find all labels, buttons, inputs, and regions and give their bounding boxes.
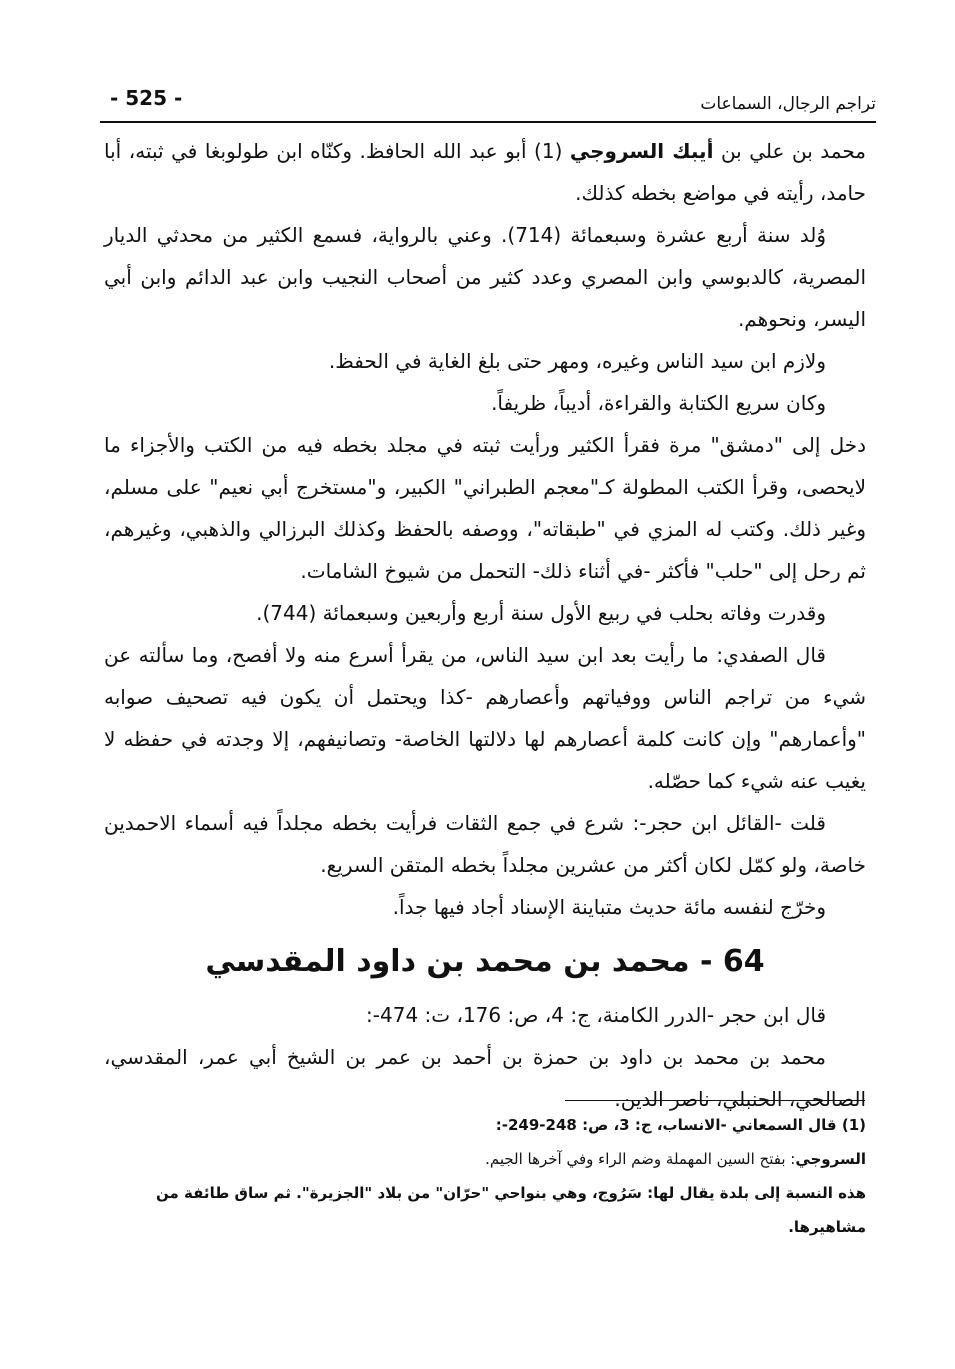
- paragraph-intro: محمد بن علي بن أيبك السروجي (1) أبو عبد الله الحافظ. وكنّاه ابن طولوبغا في ثبته، أبا حامد، رأيته في مواضع بخطه كذلك.: [104, 139, 866, 205]
- main-text: [104, 130, 866, 1120]
- running-title: تراجم الرجال، السماعات: [700, 94, 876, 114]
- subject-name: أيبك السروجي: [569, 139, 714, 163]
- page-header: [100, 86, 876, 120]
- paragraph: وخرّج لنفسه مائة حديث متباينة الإسناد أجاد فيها جداً.: [392, 895, 826, 919]
- footnote-line: السروجي: بفتح السين المهملة وضم الراء وفي آخرها الجيم.: [485, 1150, 866, 1168]
- paragraph: محمد بن محمد بن داود بن حمزة بن أحمد بن عمر بن الشيخ أبي عمر، المقدسي، الصالحي، الحنبلي، ناصر الدين.: [104, 1045, 866, 1111]
- footnotes: [104, 1108, 866, 1244]
- biography-heading: 64 - محمد بن محمد بن داود المقدسي: [205, 944, 765, 979]
- paragraph: قلت -القائل ابن حجر-: شرع في جمع الثقات فرأيت بخطه مجلداً فيه أسماء الاحمدين خاصة، ولو كمّل لكان أكثر من عشرين مجلداً بخطه المتقن السريع.: [104, 811, 866, 877]
- paragraph: دخل إلى "دمشق" مرة فقرأ الكثير ورأيت ثبته في مجلد بخطه فيه من الكتب والأجزاء ما لايحصى، وقرأ الكتب المطولة كـ"معجم الطبراني" الكبير، و"مستخرج أبي نعيم" على مسلم، وغير ذلك. وكتب له المزي في "طبقاته"، ووصفه بالحفظ وكذلك البرزالي والذهبي، وغيرهم، ثم رحل إلى "حلب" فأكثر -في أثناء ذلك- التحمل من شيوخ الشامات.: [104, 433, 866, 583]
- paragraph: ولازم ابن سيد الناس وغيره، ومهر حتى بلغ الغاية في الحفظ.: [328, 349, 826, 373]
- footnote-line: (1) قال السمعاني -الانساب، ج: 3، ص: 248-249-:: [495, 1116, 866, 1134]
- footnote-rule: [565, 1100, 865, 1101]
- header-rule: [100, 121, 876, 123]
- page-number: - 525 -: [110, 86, 183, 110]
- paragraph: وقدرت وفاته بحلب في ربيع الأول سنة أربع وأربعين وسبعمائة (744).: [256, 601, 826, 625]
- paragraph: وكان سريع الكتابة والقراءة، أديباً، ظريفاً.: [491, 391, 826, 415]
- footnote-line: هذه النسبة إلى بلدة يقال لها: سَرُوج، وهي بنواحي "حرّان" من بلاد "الجزيرة". ثم ساق طائفة من مشاهيرها.: [156, 1184, 866, 1236]
- paragraph: قال الصفدي: ما رأيت بعد ابن سيد الناس، من يقرأ أسرع منه ولا أفصح، وما سألته عن شيء من تراجم الناس ووفياتهم وأعصارهم -كذا ويحتمل أن يكون فيه تصحيف صوابه "وأعمارهم" وإن كانت كلمة أعصارهم لها دلالتها الخاصة- وتصانيفهم، إلا وجدته في حفظه لا يغيب عنه شيء كما حصّله.: [104, 643, 866, 793]
- paragraph: وُلد سنة أربع عشرة وسبعمائة (714). وعني بالرواية، فسمع الكثير من محدثي الديار المصرية، كالدبوسي وابن المصري وعدد كثير من أصحاب النجيب وابن عبد الدائم وابن أبي اليسر، ونحوهم.: [104, 223, 866, 331]
- biography-name: محمد بن محمد بن داود المقدسي: [205, 944, 690, 979]
- source-citation: قال ابن حجر -الدرر الكامنة، ج: 4، ص: 176، ت: 474-:: [366, 1003, 826, 1027]
- biography-number: 64: [722, 944, 765, 979]
